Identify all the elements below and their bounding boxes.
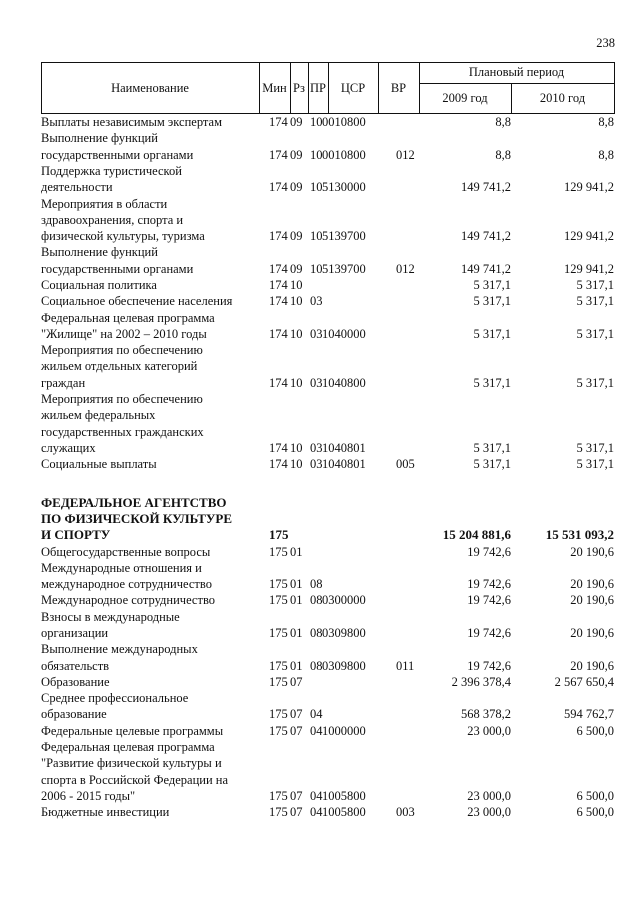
row-value-2009: 23 000,0 xyxy=(467,723,511,738)
row-pr: 03 xyxy=(310,375,323,390)
row-value-2010: 20 190,6 xyxy=(570,625,614,640)
header-year-2010: 2010 год xyxy=(539,90,586,105)
header-pr: ПР xyxy=(310,80,326,95)
row-rz: 01 xyxy=(290,625,303,640)
row-value-2009: 19 742,6 xyxy=(467,625,511,640)
row-min: 174 xyxy=(269,294,288,309)
page-number: 238 xyxy=(596,36,615,50)
row-rz: 10 xyxy=(290,294,303,309)
row-min: 175 xyxy=(269,723,288,738)
row-name: Выполнение функций государственными органами xyxy=(41,245,194,276)
row-pr: 04 xyxy=(310,805,323,820)
table-row xyxy=(41,723,614,739)
row-rz: 09 xyxy=(290,180,303,195)
row-csr: 0300000 xyxy=(322,593,366,608)
row-min: 174 xyxy=(269,440,288,455)
row-value-2010: 20 190,6 xyxy=(570,577,614,592)
row-min: 175 xyxy=(269,707,288,722)
header-vr: ВР xyxy=(390,80,407,95)
row-rz: 10 xyxy=(290,278,303,292)
row-pr: 10 xyxy=(310,261,323,276)
row-name: Образование xyxy=(41,674,110,689)
table-row xyxy=(41,641,614,674)
row-value-2009: 149 741,2 xyxy=(461,229,511,244)
row-value-2010: 6 500,0 xyxy=(576,805,614,820)
row-value-2009: 5 317,1 xyxy=(473,294,511,309)
row-pr: 08 xyxy=(310,625,323,640)
row-min: 174 xyxy=(269,261,288,276)
row-vr: 011 xyxy=(396,658,415,673)
row-min: 175 xyxy=(269,805,288,820)
row-csr: 0309800 xyxy=(322,658,366,673)
row-rz: 07 xyxy=(290,723,303,738)
table-row xyxy=(41,130,614,163)
table-row xyxy=(41,609,614,642)
agency-row xyxy=(41,495,614,544)
table-row xyxy=(41,114,614,130)
header-year-2009: 2009 год xyxy=(442,90,488,105)
row-value-2009: 568 378,2 xyxy=(461,707,511,722)
row-value-2010: 2 567 650,4 xyxy=(554,674,614,689)
row-value-2009: 23 000,0 xyxy=(467,805,511,820)
row-min: 174 xyxy=(269,457,288,472)
row-min: 175 xyxy=(269,625,288,640)
row-value-2010: 5 317,1 xyxy=(576,457,614,472)
row-name: Социальные выплаты xyxy=(41,457,157,472)
row-csr: 1040801 xyxy=(322,440,366,455)
row-name: Мероприятия в области здравоохранения, спорта и физической культуры, туризма xyxy=(41,196,205,244)
row-name: Федеральная целевая программа "Развитие физической культуры и спорта в Российской Федерации на 2006 - 2015 годы" xyxy=(41,740,229,803)
row-value-2010: 129 941,2 xyxy=(564,229,614,244)
header-rz: Рз xyxy=(293,80,305,95)
table-row xyxy=(41,592,614,608)
row-name: Взносы в международные организации xyxy=(41,609,180,640)
row-value-2010: 5 317,1 xyxy=(576,375,614,390)
row-pr: 04 xyxy=(310,707,323,722)
row-value-2009: 5 317,1 xyxy=(473,457,511,472)
header-name: Наименование xyxy=(111,80,189,95)
row-min: 175 xyxy=(269,577,288,592)
row-rz: 10 xyxy=(290,326,303,341)
row-rz: 10 xyxy=(290,457,303,472)
row-vr: 012 xyxy=(396,147,415,162)
row-value-2009: 15 204 881,6 xyxy=(442,527,511,543)
row-value-2009: 19 742,6 xyxy=(467,577,511,592)
table-row xyxy=(41,560,614,593)
row-rz: 10 xyxy=(290,440,303,455)
row-vr: 005 xyxy=(396,457,415,472)
row-name: Среднее профессиональное образование xyxy=(41,691,189,722)
row-name: Выполнение функций государственными органами xyxy=(41,131,194,162)
row-pr: 08 xyxy=(310,577,323,592)
table-row xyxy=(41,544,614,560)
row-min: 174 xyxy=(269,229,288,244)
row-csr: 5130000 xyxy=(322,180,366,195)
row-value-2009: 19 742,6 xyxy=(467,658,511,673)
row-pr: 10 xyxy=(310,229,323,244)
row-csr: 1040800 xyxy=(322,375,366,390)
row-pr: 03 xyxy=(310,326,323,341)
row-csr: 1040801 xyxy=(322,457,366,472)
row-value-2010: 6 500,0 xyxy=(576,723,614,738)
table-row xyxy=(41,690,614,723)
row-value-2010: 5 317,1 xyxy=(576,326,614,341)
row-name: Бюджетные инвестиции xyxy=(41,805,170,820)
row-pr: 03 xyxy=(310,457,323,472)
table-row xyxy=(41,244,614,277)
row-value-2010: 6 500,0 xyxy=(576,788,614,803)
row-value-2009: 8,8 xyxy=(495,115,511,129)
row-value-2009: 19 742,6 xyxy=(467,544,511,559)
row-rz: 10 xyxy=(290,375,303,390)
row-min: 175 xyxy=(269,527,289,543)
row-value-2009: 2 396 378,4 xyxy=(451,674,511,689)
row-value-2009: 5 317,1 xyxy=(473,375,511,390)
row-csr: 5139700 xyxy=(322,261,366,276)
row-value-2010: 5 317,1 xyxy=(576,440,614,455)
header-csr: ЦСР xyxy=(340,80,366,95)
row-pr: 04 xyxy=(310,723,323,738)
row-value-2009: 8,8 xyxy=(495,147,511,162)
table-row xyxy=(41,310,614,343)
row-rz: 01 xyxy=(290,593,303,608)
table-header xyxy=(41,62,614,114)
row-rz: 01 xyxy=(290,577,303,592)
row-value-2009: 149 741,2 xyxy=(461,261,511,276)
row-rz: 09 xyxy=(290,229,303,244)
row-value-2010: 20 190,6 xyxy=(570,593,614,608)
row-min: 174 xyxy=(269,180,288,195)
table-row xyxy=(41,293,614,309)
row-pr: 10 xyxy=(310,147,323,162)
row-value-2009: 23 000,0 xyxy=(467,788,511,803)
table-row xyxy=(41,277,614,293)
row-value-2010: 594 762,7 xyxy=(564,707,614,722)
row-csr: 0010800 xyxy=(322,115,366,129)
row-value-2010: 5 317,1 xyxy=(576,278,614,292)
row-csr: 5139700 xyxy=(322,229,366,244)
row-pr: 10 xyxy=(310,115,323,129)
table-row xyxy=(41,196,614,245)
row-rz: 07 xyxy=(290,788,303,803)
row-value-2010: 5 317,1 xyxy=(576,294,614,309)
row-pr: 04 xyxy=(310,788,323,803)
row-csr: 1000000 xyxy=(322,723,366,738)
row-name: Выполнение международных обязательств xyxy=(41,642,198,673)
row-csr: 1005800 xyxy=(322,805,366,820)
row-csr: 0309800 xyxy=(322,625,366,640)
row-pr: 03 xyxy=(310,440,323,455)
row-name: Международное сотрудничество xyxy=(41,593,216,608)
row-vr: 012 xyxy=(396,261,415,276)
row-value-2009: 149 741,2 xyxy=(461,180,511,195)
row-name: Мероприятия по обеспечению жильем федеральных государственных гражданских служащих xyxy=(41,392,204,455)
row-value-2010: 8,8 xyxy=(598,147,614,162)
table-row xyxy=(41,391,614,456)
row-csr: 1040000 xyxy=(322,326,366,341)
row-value-2009: 5 317,1 xyxy=(473,440,511,455)
row-rz: 09 xyxy=(290,115,303,129)
row-rz: 09 xyxy=(290,261,303,276)
row-min: 175 xyxy=(269,544,288,559)
row-rz: 07 xyxy=(290,707,303,722)
row-name: Выплаты независимым экспертам xyxy=(41,115,222,129)
row-name: Поддержка туристической деятельности xyxy=(41,163,182,195)
row-min: 175 xyxy=(269,593,288,608)
row-name: Мероприятия по обеспечению жильем отдельных категорий граждан xyxy=(41,343,203,390)
row-name: ФЕДЕРАЛЬНОЕ АГЕНТСТВО ПО ФИЗИЧЕСКОЙ КУЛЬТУРЕ И СПОРТУ xyxy=(41,494,233,543)
row-value-2009: 19 742,6 xyxy=(467,593,511,608)
row-rz: 07 xyxy=(290,674,303,689)
row-csr: 0010800 xyxy=(322,147,366,162)
row-value-2010: 20 190,6 xyxy=(570,544,614,559)
row-min: 175 xyxy=(269,788,288,803)
table-row xyxy=(41,739,614,804)
row-rz: 01 xyxy=(290,544,303,559)
header-border xyxy=(614,62,615,114)
table-row xyxy=(41,456,614,472)
header-planned-period: Плановый период xyxy=(468,65,565,79)
row-pr: 08 xyxy=(310,593,323,608)
row-pr: 10 xyxy=(310,180,323,195)
row-csr: 1005800 xyxy=(322,788,366,803)
row-value-2009: 5 317,1 xyxy=(473,278,511,292)
row-pr: 08 xyxy=(310,658,323,673)
row-name: Федеральные целевые программы xyxy=(41,723,224,738)
row-vr: 003 xyxy=(396,805,415,820)
row-name: Общегосударственные вопросы xyxy=(41,544,211,559)
row-rz: 09 xyxy=(290,147,303,162)
row-min: 174 xyxy=(269,278,288,292)
row-min: 174 xyxy=(269,115,288,129)
row-value-2010: 20 190,6 xyxy=(570,658,614,673)
table-row xyxy=(41,163,614,196)
row-rz: 01 xyxy=(290,658,303,673)
row-min: 174 xyxy=(269,326,288,341)
row-rz: 07 xyxy=(290,805,303,820)
row-value-2010: 129 941,2 xyxy=(564,180,614,195)
header-min: Мин xyxy=(262,80,287,95)
row-min: 175 xyxy=(269,658,288,673)
table-row xyxy=(41,674,614,690)
row-value-2009: 5 317,1 xyxy=(473,326,511,341)
row-min: 174 xyxy=(269,147,288,162)
row-name: Социальная политика xyxy=(41,278,157,292)
row-value-2010: 8,8 xyxy=(598,115,614,129)
row-name: Федеральная целевая программа "Жилище" на 2002 – 2010 годы xyxy=(41,310,215,341)
table-row xyxy=(41,804,614,820)
row-min: 174 xyxy=(269,375,288,390)
row-name: Международные отношения и международное сотрудничество xyxy=(41,560,212,592)
row-value-2010: 129 941,2 xyxy=(564,261,614,276)
row-name: Социальное обеспечение населения xyxy=(41,294,233,309)
row-min: 175 xyxy=(269,674,288,689)
table-row xyxy=(41,342,614,391)
row-value-2010: 15 531 093,2 xyxy=(545,527,614,543)
row-pr: 03 xyxy=(310,294,323,309)
